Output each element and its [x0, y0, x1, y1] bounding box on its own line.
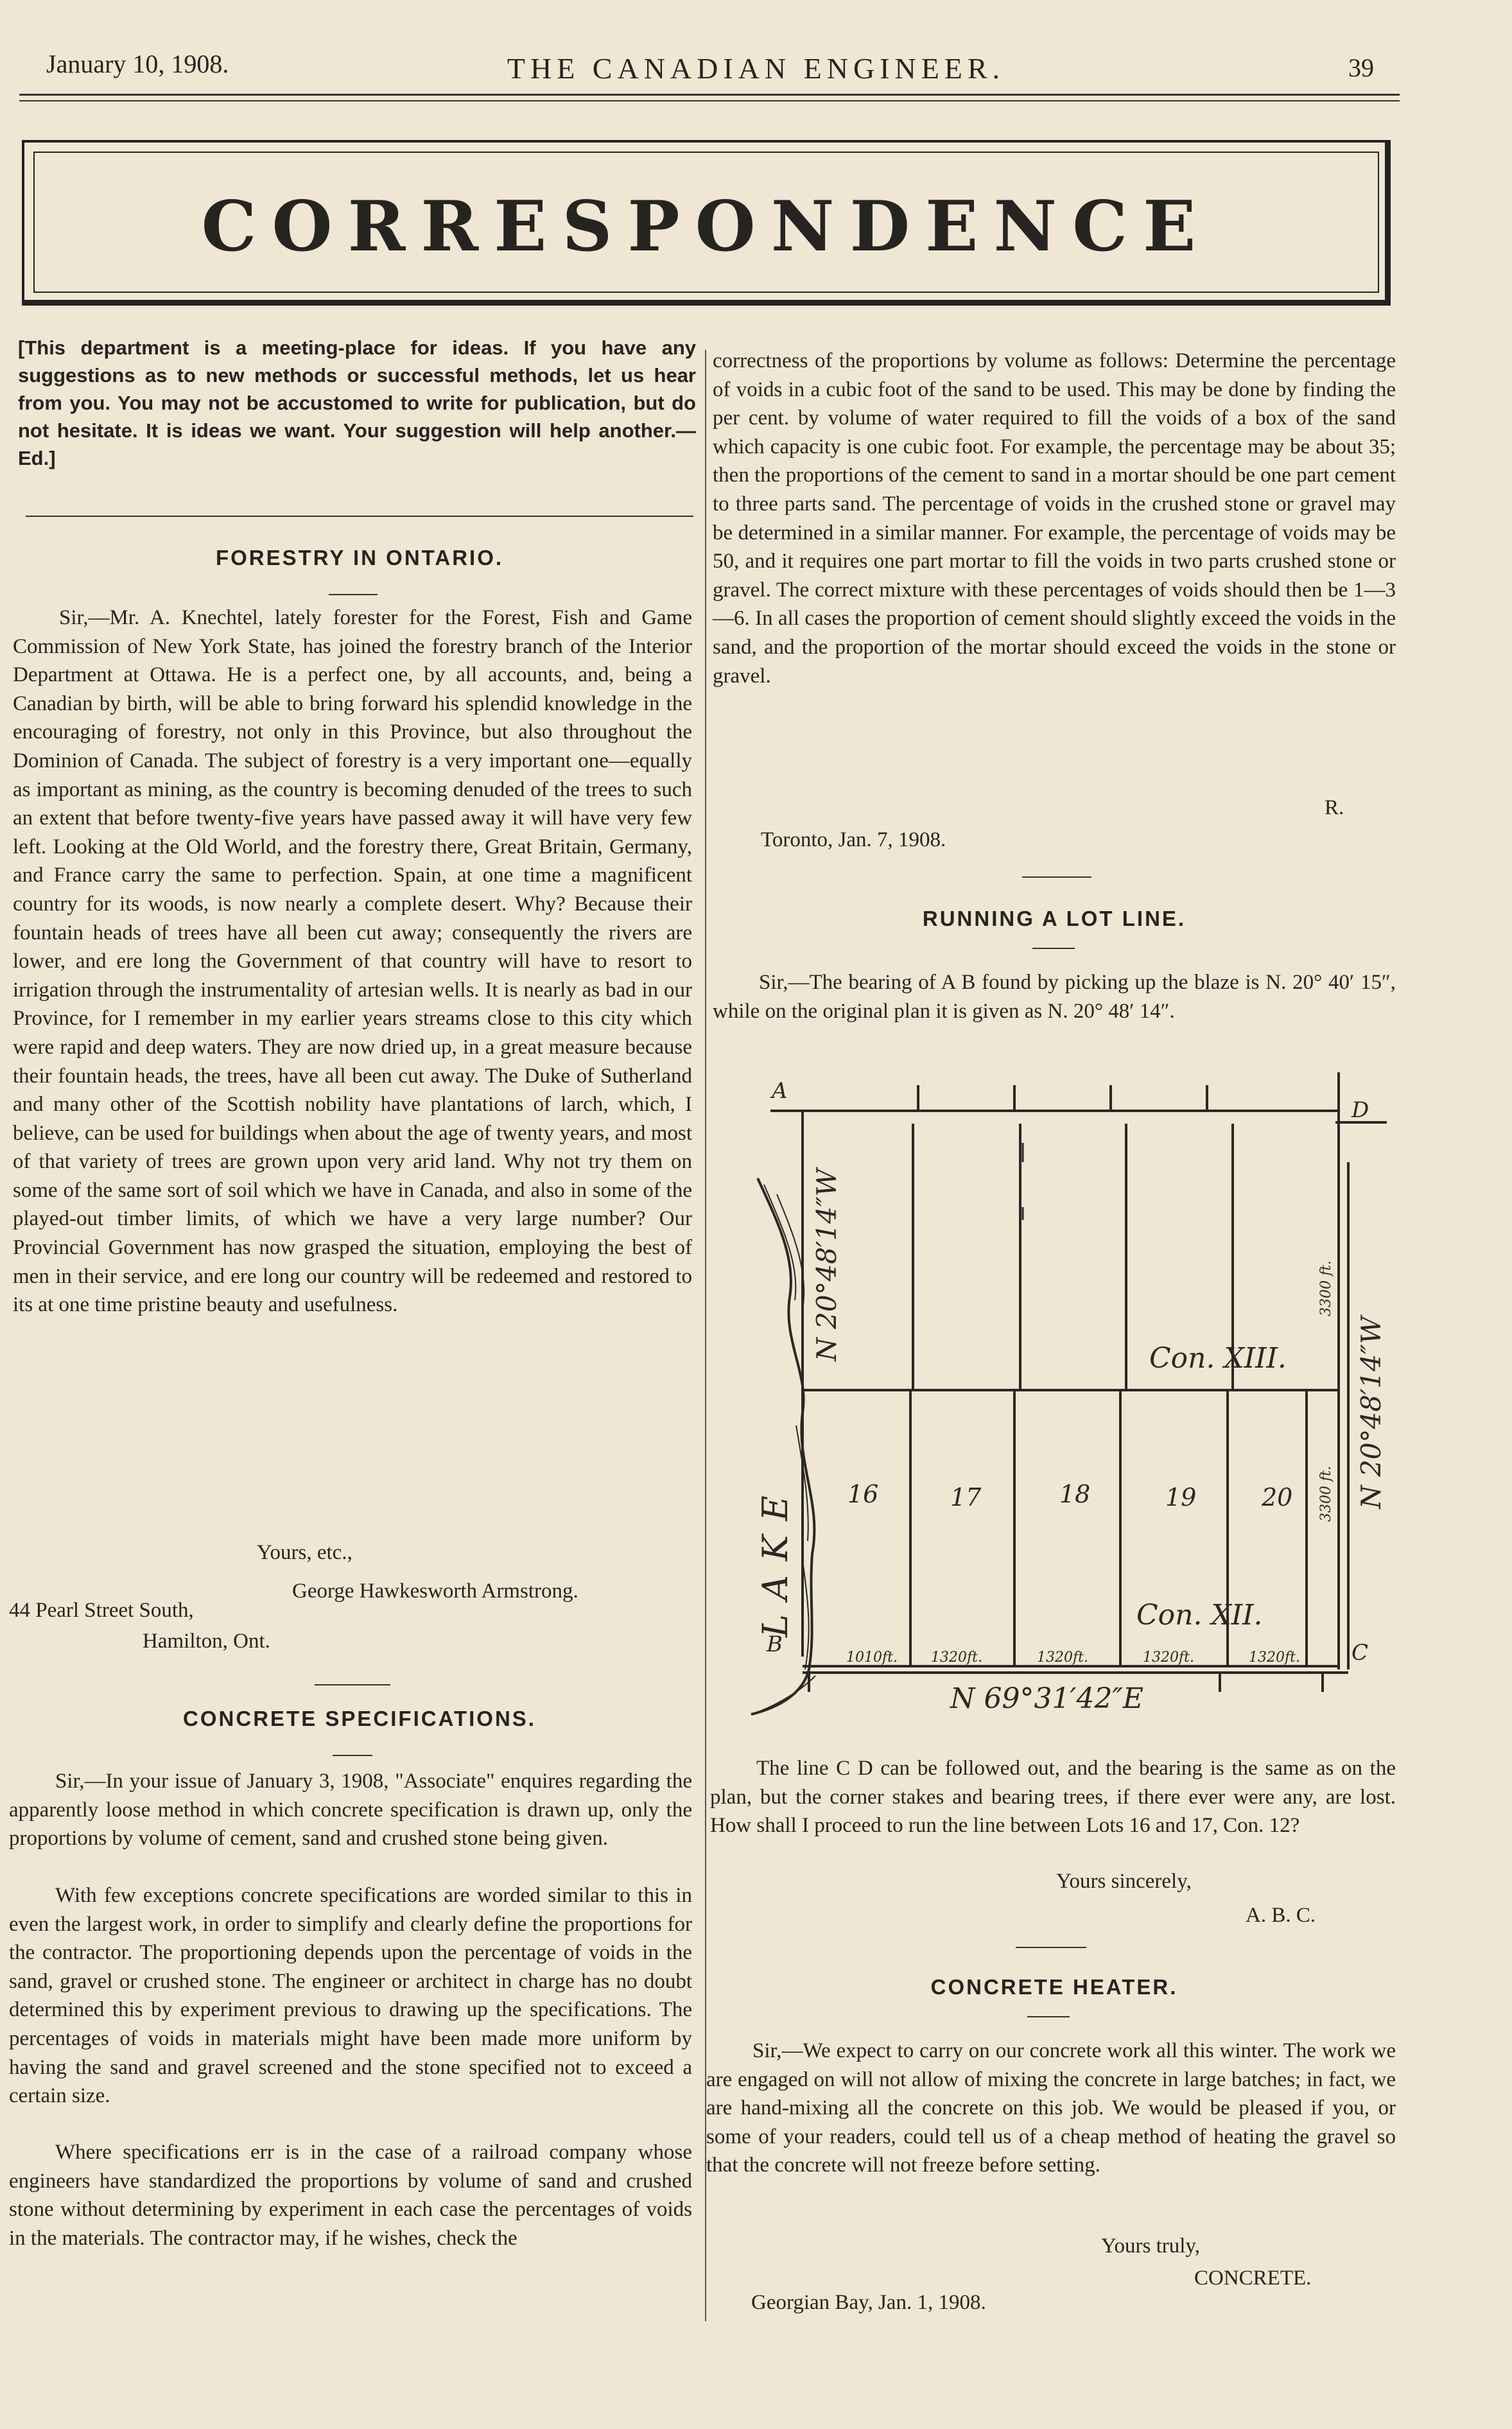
lot-line-end-rule [1016, 1947, 1086, 1948]
forestry-signature: George Hawkesworth Armstrong. [292, 1580, 578, 1603]
lot-19-label: 19 [1165, 1483, 1197, 1511]
corner-c-label: C [1351, 1640, 1369, 1666]
editor-note: [This department is a meeting-place for ideas. If you have any suggestions as to new methods or successful methods, let us hear from you. You may not be accustomed to write for publication, but do not hesitate. It is ideas we want. Your suggestion will help another.—Ed.] [18, 336, 696, 469]
lot-17-label: 17 [950, 1483, 982, 1511]
heater-heading: CONCRETE HEATER. [930, 1975, 1178, 1999]
width-18-label: 1320ft. [1037, 1650, 1088, 1666]
forestry-dash [329, 594, 378, 595]
concrete-spec-p1: Sir,—In your issue of January 3, 1908, "Associate" enquires regarding the apparently loose method in which concrete specification is drawn up, only the proportions by volume of cement, sand and crushed stone being given. [9, 1770, 692, 1850]
lot-line-p1: Sir,—The bearing of A B found by picking up the blaze is N. 20° 40′ 15″, while on the original plan it is given as N. 20° 48′ 14″. [713, 971, 1396, 1023]
depth-upper-label: 3300 ft. [1318, 1260, 1334, 1316]
width-19-label: 1320ft. [1143, 1650, 1194, 1666]
lot-line-diagram [738, 1066, 1393, 1740]
forestry-body: Sir,—Mr. A. Knechtel, lately forester for the Forest, Fish and Game Commission of New York State, has joined the forestry branch of the Interior Department at Ottawa. He is a perfect one, by all accounts, and, being a Canadian by birth, will be able to bring forward his splendid knowledge in the encouraging of forestry, not only in this Province, but also throughout the Dominion of Canada. The subject of forestry is a very important one—equally as important as mining, as the country is becoming denuded of the trees to such an extent that before twenty-five years have passed away it will have very few left. Looking at the Old World, and the forestry there, Great Britain, Germany, and France carry the same to perfection. Spain, at one time a magnificent country for its woods, is now nearly a complete desert. Why? Because their fountain heads of trees have all been cut away; consequently the rivers are lower, and ere long the Government of that country will have to resort to irrigation through the instrumentality of artesian wells. It is nearly as bad in our Province, for I remember in my earlier years streams close to this city which were rapid and deep waters. They are now dried up, in a great measure because their fountain heads, the trees, have all been cut away. The Duke of Sutherland and many other of the Scottish nobility have plantations of larch, which, I believe, can be used for buildings when about the age of twenty years, and most of that variety of trees are grown upon very arid land. Why not try them on some of the same sort of soil which we have in Canada, and also in some of the played-out timber limits, of which we have a very large number? Our Provincial Government has now grasped the situation, employing the best of men in their service, and ere long our country will be redeemed and restored to its at one time pristine beauty and usefulness. [13, 606, 692, 1317]
concrete-spec-p2: With few exceptions concrete specifications are worded similar to this in even the largest work, in order to simplify and clearly define the proportions for the contractor. The proportioning depends upon the percentage of voids in the sand, gravel or crushed stone. The engineer or architect in charge has no doubt determined this by experiment previous to drawing up the specifications. The percentages of voids in materials might have been made more uniform by having the sand and gravel screened and the stone specified not to exceed a certain size. [9, 1884, 692, 2108]
heater-dash [1027, 2016, 1070, 2017]
header-rule [19, 94, 1400, 96]
forestry-address-1: 44 Pearl Street South, [9, 1599, 194, 1622]
forestry-closing: Yours, etc., [257, 1541, 352, 1564]
lot-20-label: 20 [1262, 1483, 1293, 1511]
forestry-address-2: Hamilton, Ont. [143, 1630, 270, 1653]
bearing-dc-label: N 20°48′14″W [1355, 1316, 1387, 1509]
journal-title: THE CANADIAN ENGINEER. [507, 52, 1005, 85]
concrete-spec-heading: CONCRETE SPECIFICATIONS. [183, 1707, 536, 1730]
lot-line-signature: A. B. C. [1246, 1904, 1316, 1927]
lot-line-p2: The line C D can be followed out, and the bearing is the same as on the plan, but the corner stakes and bearing trees, if there ever were any, are lost. How shall I proceed to run the line between Lots 16 and 17, Con. 12? [710, 1757, 1396, 1838]
concrete-spec-p4: correctness of the proportions by volume as follows: Determine the percentage of voids in a cubic foot of the sand to be used. This may be done by finding the per cent. by volume of water required to fill the voids of a box of the sand which capacity is one cubic foot. For example, the percentage may be about 35; then the proportions of the cement to sand in a mortar should be one part cement to three parts sand. The percentage of voids in the crushed stone or gravel may be determined in a similar manner. For example, the percentage of voids may be 50, and it requires one part mortar to fill the voids in two parts crushed stone or gravel. The correct mixture with these percentages of voids should then be 1—3—6. In all cases the proportion of cement should slightly exceed the voids in the sand, and the proportion of the mortar should exceed the voids in the stone or gravel. [713, 349, 1396, 688]
heater-body: Sir,—We expect to carry on our concrete work all this winter. The work we are engaged on will not allow of mixing the concrete in large batches; in fact, we are hand-mixing all the concrete on this job. We would be pleased if you, or some of your readers, could tell us of a cheap method of heating the gravel so that the concrete will not freeze before setting. [706, 2039, 1396, 2177]
concrete-spec-initial: R. [1325, 796, 1344, 819]
corner-a-label: A [772, 1078, 788, 1104]
con-12-label: Con. XII. [1136, 1599, 1263, 1632]
lot-line-heading: RUNNING A LOT LINE. [922, 907, 1186, 930]
section-rule [26, 516, 693, 517]
heater-signature: CONCRETE. [1194, 2267, 1312, 2290]
header-rule-2 [19, 100, 1400, 101]
concrete-spec-dash [333, 1755, 372, 1756]
corner-d-label: D [1351, 1097, 1369, 1123]
forestry-end-rule [315, 1684, 390, 1685]
lot-18-label: 18 [1059, 1480, 1091, 1508]
lake-label: LAKE [755, 1481, 795, 1637]
banner-title: CORRESPONDENCE [201, 186, 1212, 267]
forestry-heading: FORESTRY IN ONTARIO. [215, 546, 504, 570]
concrete-spec-end-rule [1022, 876, 1091, 878]
column-divider [705, 350, 706, 2321]
width-17-label: 1320ft. [931, 1650, 982, 1666]
heater-closing: Yours truly, [1101, 2234, 1201, 2258]
bearing-ab-label: N 20°48′14″W [811, 1169, 842, 1361]
lot-16-label: 16 [847, 1480, 879, 1508]
concrete-spec-p3: Where specifications err is in the case of a railroad company whose engineers have standardized the proportions by volume of sand and crushed stone without determining by experiment in each case the percentages of voids in the materials. The contractor may, if he wishes, check the [9, 2141, 692, 2250]
corner-b-label: B [767, 1632, 783, 1657]
lot-line-dash [1032, 948, 1075, 949]
page-number: 39 [1348, 53, 1374, 82]
lot-line-closing: Yours sincerely, [1056, 1870, 1192, 1893]
concrete-spec-dateline: Toronto, Jan. 7, 1908. [761, 828, 946, 851]
con-13-label: Con. XIII. [1149, 1342, 1287, 1375]
width-16-label: 1010ft. [846, 1650, 898, 1666]
header-date: January 10, 1908. [46, 49, 229, 78]
depth-lower-label: 3300 ft. [1318, 1466, 1334, 1522]
heater-dateline: Georgian Bay, Jan. 1, 1908. [751, 2291, 986, 2314]
bearing-bottom-label: N 69°31′42″E [950, 1682, 1143, 1715]
width-20-label: 1320ft. [1249, 1650, 1300, 1666]
